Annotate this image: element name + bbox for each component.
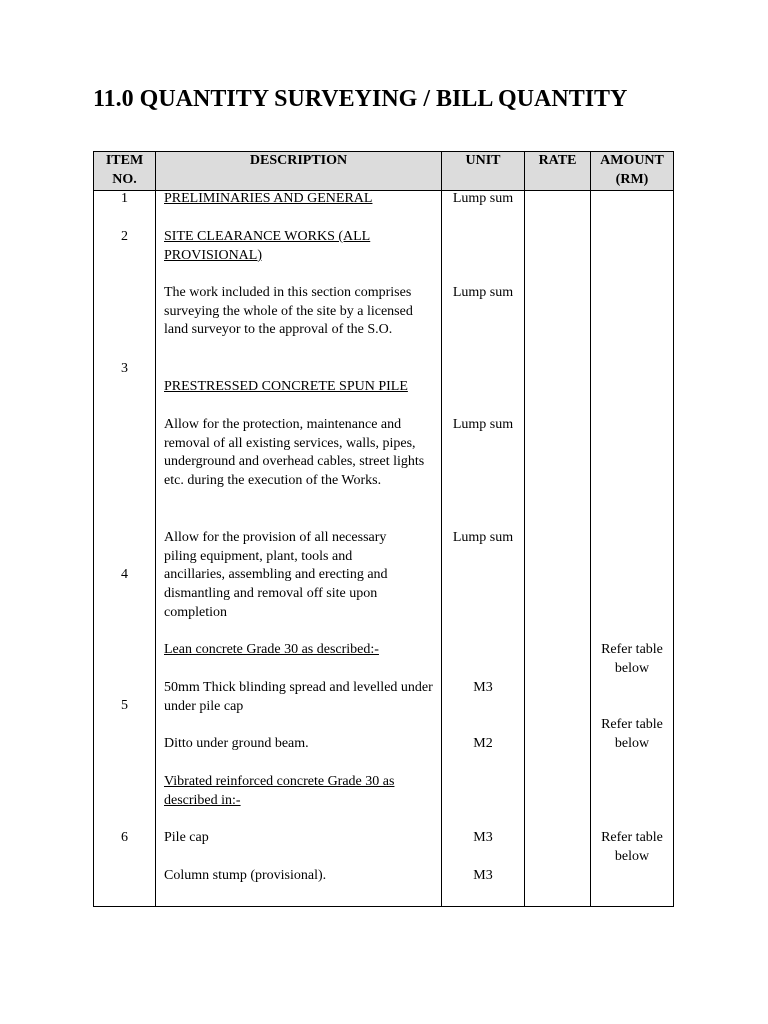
header-rate: RATE bbox=[538, 153, 577, 168]
item-number: 3 bbox=[121, 361, 128, 376]
item-number: 2 bbox=[121, 229, 128, 244]
page-title: 11.0 QUANTITY SURVEYING / BILL QUANTITY bbox=[93, 86, 628, 112]
item-number: 5 bbox=[121, 698, 128, 713]
header-description: DESCRIPTION bbox=[249, 153, 348, 168]
unit-value: M3 bbox=[473, 680, 493, 695]
item-number: 1 bbox=[121, 191, 128, 206]
section-heading: Lean concrete Grade 30 as described:- bbox=[164, 642, 379, 657]
column-divider bbox=[590, 152, 591, 906]
description-text: Column stump (provisional). bbox=[164, 868, 327, 883]
section-heading: PRESTRESSED CONCRETE SPUN PILE bbox=[164, 379, 408, 394]
description-text: Allow for the protection, maintenance and removal of all existing services, walls, pipes, underground and overhead cables, street lights etc. during the execution of the Works. bbox=[164, 417, 425, 489]
bill-of-quantities-table bbox=[93, 151, 674, 907]
unit-value: Lump sum bbox=[452, 285, 514, 300]
description-text: Ditto under ground beam. bbox=[164, 736, 309, 751]
column-divider bbox=[524, 152, 525, 906]
description-text: Pile cap bbox=[164, 830, 209, 845]
description-text: Allow for the provision of all necessary piling equipment, plant, tools and ancillaries, assembling and erecting and dismantling and removal off site upon completion bbox=[164, 530, 388, 620]
description-text: 50mm Thick blinding spread and levelled under under pile cap bbox=[164, 680, 433, 714]
item-number: 6 bbox=[121, 830, 128, 845]
unit-value: M3 bbox=[473, 830, 493, 845]
section-heading: Vibrated reinforced concrete Grade 30 as described in:- bbox=[164, 774, 395, 808]
amount-value: Refer table below bbox=[601, 830, 663, 864]
unit-value: Lump sum bbox=[452, 417, 514, 432]
item-number: 4 bbox=[121, 567, 128, 582]
amount-value: Refer table below bbox=[601, 717, 663, 751]
column-divider bbox=[155, 152, 156, 906]
unit-value: M3 bbox=[473, 868, 493, 883]
header-item-no: ITEM NO. bbox=[105, 153, 144, 187]
amount-value: Refer table below bbox=[601, 642, 663, 676]
unit-value: Lump sum bbox=[452, 191, 514, 206]
section-heading: SITE CLEARANCE WORKS (ALL PROVISIONAL) bbox=[164, 229, 371, 263]
unit-value: M2 bbox=[473, 736, 493, 751]
header-amount: AMOUNT (RM) bbox=[600, 153, 664, 187]
description-text: The work included in this section comprises surveying the whole of the site by a licensed land surveyor to the approval of the S.O. bbox=[164, 285, 413, 338]
header-unit: UNIT bbox=[465, 153, 501, 168]
unit-value: Lump sum bbox=[452, 530, 514, 545]
section-heading: PRELIMINARIES AND GENERAL bbox=[164, 191, 373, 206]
